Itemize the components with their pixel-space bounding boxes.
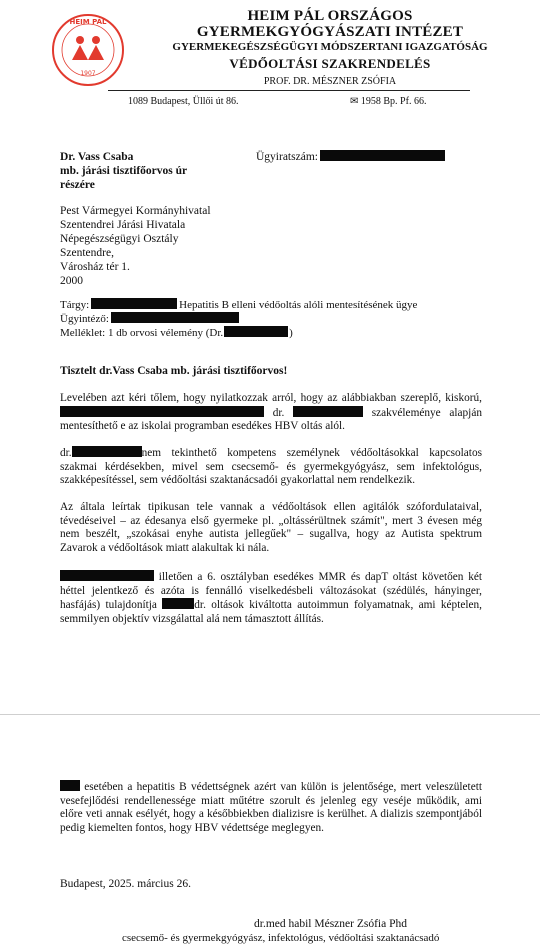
recipient-title-2: részére [60,179,95,191]
header-rule [108,90,470,91]
header-line-2: GYERMEKGYÓGYÁSZATI INTÉZET [196,24,464,40]
p4-text-a: illetően a 6. osztályban esedékes MMR és dapT oltást követően két héttel jelentkező és azóta is fennálló viselkedésbeli változásokat (szédülés, hányinger, hasfájás) tulajdonítja [60,571,483,612]
recipient-name: Dr. Vass Csaba [60,151,134,163]
redaction [320,150,445,161]
org-line: 2000 [60,275,83,287]
p4-text-b: dr. oltások kiváltotta autoimmun folyamatnak, ami képtelen, semmilyen objektív vizsgálattal alá nem támasztott állítás. [60,599,482,625]
attachment-prefix: Melléklet: 1 db orvosi vélemény (Dr. [60,327,224,339]
signature-title: csecsemő- és gyermekgyógyász, infektológus, védőoltási szaktanácsadó [122,932,440,944]
envelope-icon: ✉ [350,96,359,107]
handler-label: Ügyintéző: [60,313,109,325]
signature-name: dr.med habil Mészner Zsófia Phd [254,918,407,930]
p2-text-b: nem tekinthető kompetens személynek védőoltásokkal kapcsolatos szakmai kérdésekben, mivel sem csecsemő- és gyermekgyógyász, sem infektológus, szakképesítéssel, sem védőoltási szaktanácsadói gyakorlattal nem rendelkezik. [60,447,482,487]
redaction [162,598,194,609]
paragraph-5 [60,780,482,835]
paragraph-3: Az általa leírtak tipikusan tele vannak a védőoltások ellen agitálók szófordulataival, tévedéseivel – az édesanya első gyermeke pl. „oltássérültnek számít", mert 3 évesen még nem beszélt, „szokásai enyhe autista jellegűek" – sugallva, hogy az Autista spektrum Zavarok a védőoltások miatt alakultak ki nála. [60,501,482,554]
p1-text-c: szakvéleménye alapján mentesíthető e az iskolai programban esedékes HBV oltás alól. [60,406,482,433]
header-line-3: GYERMEKEGÉSZSÉGÜGYI MÓDSZERTANI IGAZGATÓSÁG [172,41,488,53]
subject-label: Tárgy: [60,299,90,311]
p5-text: esetében a hepatitis B védettségnek azért van külön is jelentősége, mert veleszületett vesefejlődési rendellenessége miatt műtétre szorult és jelenleg egy veséje működik, ami előre veti annak esélyét, hogy a későbbiekben dializisre is kerülhet. A dializis szempontjából pedig kiemelten fontos, hogy HBV védettsége meglegyen. [60,781,482,834]
letter-date: Budapest, 2025. március 26. [60,878,191,890]
page-break [0,714,540,715]
subject-line [60,298,500,312]
recipient-title: mb. járási tisztifőorvos úr [60,165,188,177]
case-number-label: Ügyiratszám: [256,151,318,163]
po-box-text: 1958 Bp. Pf. 66. [360,96,427,107]
address-po-box [350,96,426,107]
redaction [224,326,288,337]
redaction [91,298,177,309]
redaction [60,780,80,791]
org-line: Szentendrei Járási Hivatala [60,219,186,231]
recipient-org [60,204,360,288]
paragraph-4 [60,570,482,626]
institute-logo [50,12,126,88]
handler-line [60,312,500,326]
salutation: Tisztelt dr.Vass Csaba mb. járási tisztifőorvos! [60,365,288,377]
org-line: Pest Vármegyei Kormányhivatal [60,205,211,217]
redaction [60,570,154,581]
p1-text-b: dr. [272,406,285,419]
p1-text-a: Levelében azt kéri tőlem, hogy nyilatkozzak arról, hogy az alábbiakban szereplő, kiskorú, [60,392,482,404]
recipient-block [60,150,280,192]
address-street: 1089 Budapest, Üllői út 86. [128,96,239,107]
paragraph-2 [60,446,482,488]
redaction [293,406,363,417]
redaction [111,312,239,323]
p2-text-a: dr. [60,447,72,459]
header-line-1: HEIM PÁL ORSZÁGOS [247,8,413,24]
paragraph-1 [60,392,482,434]
attachment-suffix: ) [289,327,293,339]
org-line: Városház tér 1. [60,261,130,273]
redaction [60,406,264,417]
meta-block [60,298,500,340]
header-line-4: VÉDŐOLTÁSI SZAKRENDELÉS [229,56,431,71]
attachment-line [60,326,500,340]
case-number [256,150,445,164]
org-line: Népegészségügyi Osztály [60,233,179,245]
logo-top-text: HEIM PÁL [69,18,107,26]
subject-text: Hepatitis B elleni védőoltás alóli mentesítésének ügye [179,299,418,311]
header-line-5: PROF. DR. MÉSZNER ZSÓFIA [263,76,397,87]
org-line: Szentendre, [60,247,114,259]
redaction [72,446,142,457]
logo-year: 1907 [80,70,96,77]
